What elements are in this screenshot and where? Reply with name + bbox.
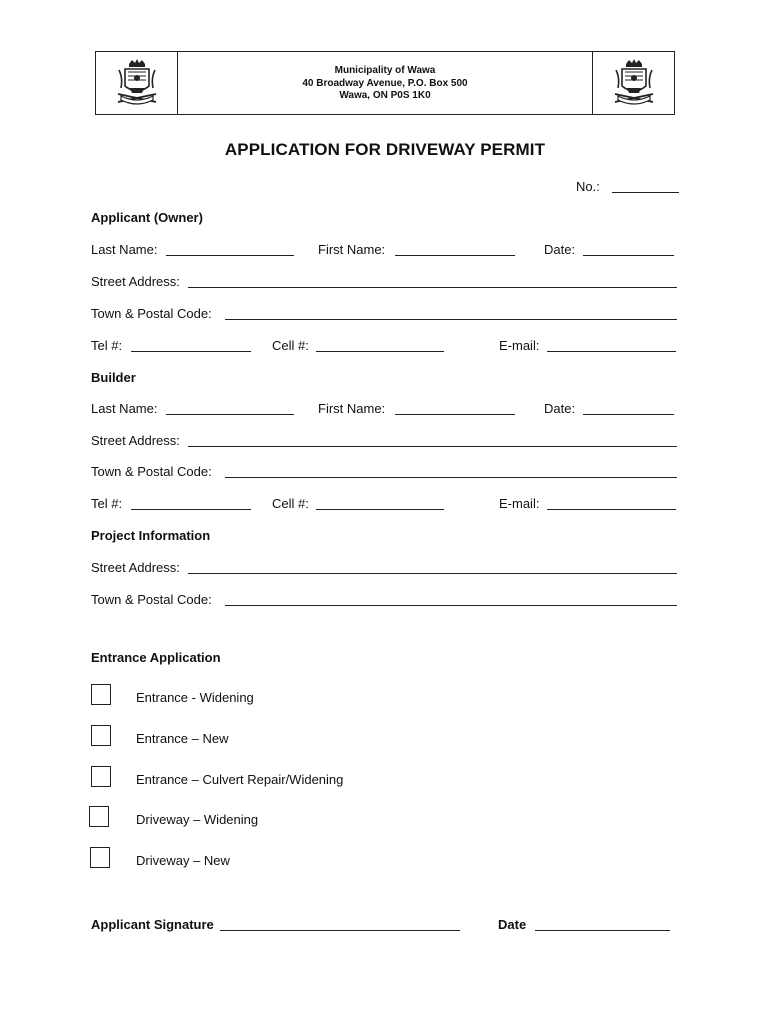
builder-email-label: E-mail:	[499, 496, 540, 511]
builder-first-name-label: First Name:	[318, 401, 386, 416]
builder-last-name-field[interactable]	[166, 414, 294, 415]
form-title: APPLICATION FOR DRIVEWAY PERMIT	[224, 140, 546, 159]
builder-date-label: Date:	[544, 401, 576, 416]
project-town-label: Town & Postal Code:	[91, 592, 212, 607]
entrance-culvert-checkbox[interactable]	[91, 766, 111, 787]
letterhead	[95, 51, 675, 115]
project-town-field[interactable]	[225, 605, 677, 606]
applicant-date-field[interactable]	[583, 255, 674, 256]
applicant-cell-field[interactable]	[316, 351, 444, 352]
project-street-label: Street Address:	[91, 560, 180, 575]
applicant-last-name-field[interactable]	[166, 255, 294, 256]
applicant-last-name-label: Last Name:	[91, 242, 158, 257]
entrance-widening-checkbox[interactable]	[91, 684, 111, 705]
applicant-email-label: E-mail:	[499, 338, 540, 353]
entrance-option-label: Driveway – Widening	[136, 812, 259, 827]
number-label: No.:	[576, 179, 600, 194]
signature-label: Applicant Signature	[91, 917, 214, 932]
crest-left	[96, 52, 178, 114]
entrance-option-label: Entrance – New	[136, 731, 229, 746]
builder-date-field[interactable]	[583, 414, 674, 415]
applicant-first-name-field[interactable]	[395, 255, 515, 256]
project-heading: Project Information	[91, 528, 211, 543]
applicant-town-label: Town & Postal Code:	[91, 306, 212, 321]
builder-last-name-label: Last Name:	[91, 401, 158, 416]
entrance-option-label: Driveway – New	[136, 853, 230, 868]
applicant-tel-label: Tel #:	[91, 338, 123, 353]
applicant-town-field[interactable]	[225, 319, 677, 320]
builder-first-name-field[interactable]	[395, 414, 515, 415]
municipal-crest-icon	[115, 58, 159, 108]
builder-cell-label: Cell #:	[272, 496, 309, 511]
applicant-cell-label: Cell #:	[272, 338, 309, 353]
applicant-heading: Applicant (Owner)	[91, 210, 203, 225]
applicant-tel-field[interactable]	[131, 351, 251, 352]
signature-date-field[interactable]	[535, 930, 670, 931]
entrance-new-checkbox[interactable]	[91, 725, 111, 746]
signature-field[interactable]	[220, 930, 460, 931]
applicant-first-name-label: First Name:	[318, 242, 386, 257]
signature-date-label: Date	[498, 917, 527, 932]
driveway-new-checkbox[interactable]	[90, 847, 110, 868]
builder-tel-label: Tel #:	[91, 496, 123, 511]
address-line-2: Wawa, ON P0S 1K0	[339, 90, 431, 101]
builder-street-label: Street Address:	[91, 433, 180, 448]
address-line-1: 40 Broadway Avenue, P.O. Box 500	[302, 77, 468, 89]
applicant-street-field[interactable]	[188, 287, 677, 288]
applicant-email-field[interactable]	[547, 351, 676, 352]
municipal-crest-icon	[612, 58, 656, 108]
number-field[interactable]	[612, 192, 679, 193]
driveway-widening-checkbox[interactable]	[89, 806, 109, 827]
builder-town-field[interactable]	[225, 477, 677, 478]
builder-email-field[interactable]	[547, 509, 676, 510]
applicant-street-label: Street Address:	[91, 274, 180, 289]
crest-right	[592, 52, 674, 114]
entrance-option-label: Entrance - Widening	[136, 690, 254, 705]
applicant-date-label: Date:	[544, 242, 576, 257]
builder-town-label: Town & Postal Code:	[91, 464, 212, 479]
builder-tel-field[interactable]	[131, 509, 251, 510]
builder-cell-field[interactable]	[316, 509, 444, 510]
entrance-option-label: Entrance – Culvert Repair/Widening	[136, 772, 344, 787]
org-name: Municipality of Wawa	[334, 65, 436, 76]
entrance-heading: Entrance Application	[91, 650, 221, 665]
builder-street-field[interactable]	[188, 446, 677, 447]
builder-heading: Builder	[91, 370, 136, 385]
project-street-field[interactable]	[188, 573, 677, 574]
municipal-address	[178, 65, 592, 103]
